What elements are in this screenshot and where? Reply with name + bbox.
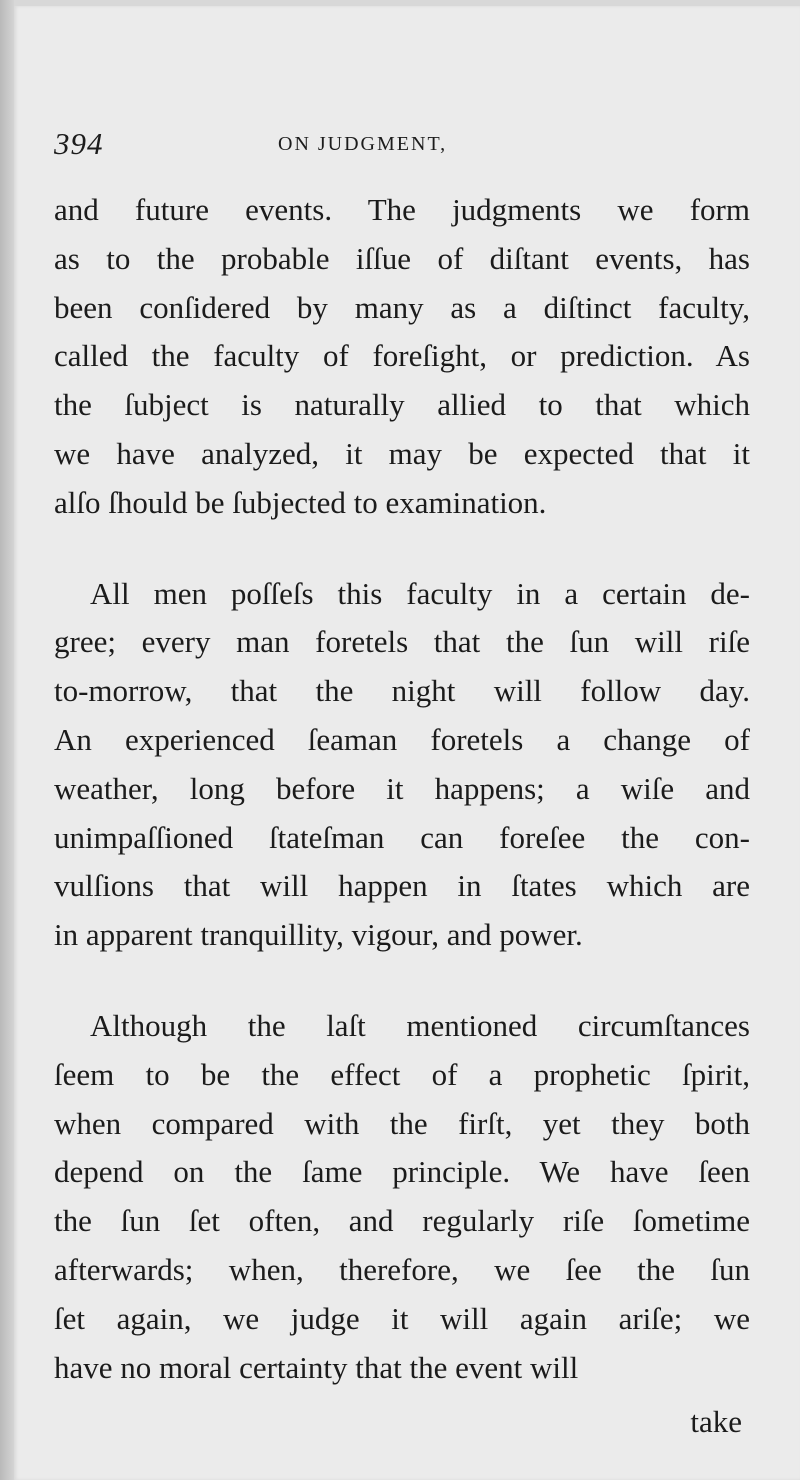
text-line: ſet again, we judge it will again ariſe; we [54,1300,750,1336]
text-line: afterwards; when, therefore, we ſee the ſun [54,1251,750,1287]
text-line: ſeem to be the effect of a prophetic ſpirit, [54,1056,750,1092]
text-line: An experienced ſeaman foretels a change of [54,721,750,757]
catchword: take [690,1404,742,1439]
text-line: been conſidered by many as a diſtinct faculty, [54,289,750,325]
text-line: vulſions that will happen in ſtates which are [54,868,750,904]
text-line: Although the laſt mentioned circumſtances [90,1007,750,1043]
text-line: All men poſſeſs this faculty in a certain de- [90,575,750,611]
text-line: gree; every man foretels that the ſun will riſe [54,624,750,660]
text-line: the ſubject is naturally allied to that which [54,387,750,423]
text-line: as to the probable iſſue of diſtant events, has [54,240,750,276]
text-line: have no moral certainty that the event will [54,1349,579,1385]
page-header [54,126,754,166]
text-line: weather, long before it happens; a wiſe and [54,770,750,806]
text-line: alſo ſhould be ſubjected to examination. [54,484,547,520]
text-line: we have analyzed, it may be expected that it [54,435,750,471]
page-number: 394 [54,126,104,161]
page-gutter-shadow [0,0,14,1480]
text-line: the ſun ſet often, and regularly riſe ſometime [54,1203,750,1239]
text-line: in apparent tranquillity, vigour, and power. [54,917,583,953]
text-line: and future events. The judgments we form [54,192,750,227]
running-head: ON JUDGMENT, [278,133,448,155]
paragraph-2 [54,570,750,960]
text-line: unimpaſſioned ſtateſman can foreſee the con- [54,819,750,855]
paragraph-3 [54,1002,750,1392]
text-line: depend on the ſame principle. We have ſeen [54,1154,750,1190]
body-text [54,186,750,1392]
text-line: called the faculty of foreſight, or prediction. As [54,338,750,374]
text-line: to-morrow, that the night will follow day. [54,673,750,709]
paragraph-1 [54,186,750,528]
text-line: when compared with the firſt, yet they both [54,1105,750,1141]
